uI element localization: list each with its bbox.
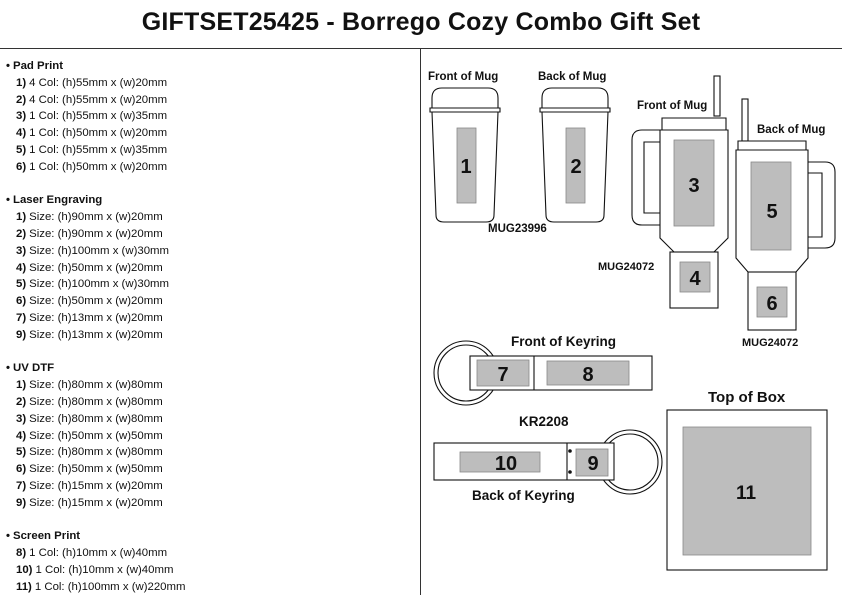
spec-line: 3) 1 Col: (h)55mm x (w)35mm (16, 110, 168, 123)
keyring-code: KR2208 (519, 414, 569, 429)
spec-line: 3) Size: (h)100mm x (w)30mm (16, 244, 170, 257)
spec-line: 2) 4 Col: (h)55mm x (w)20mm (16, 93, 168, 106)
area-number: 5 (766, 201, 778, 223)
section-heading: Pad Print (13, 60, 64, 72)
spec-line: 10) 1 Col: (h)10mm x (w)40mm (16, 563, 174, 576)
spec-line: 7) Size: (h)15mm x (w)20mm (16, 479, 163, 492)
bullet-icon: • (6, 530, 10, 543)
spec-line: 4) Size: (h)50mm x (w)20mm (16, 261, 163, 274)
spec-line: 5) 1 Col: (h)55mm x (w)35mm (16, 143, 168, 156)
spec-line: 8) 1 Col: (h)10mm x (w)40mm (16, 547, 168, 560)
area-number: 2 (570, 156, 582, 178)
spec-line: 11) 1 Col: (h)100mm x (w)220mm (16, 580, 186, 593)
spec-line: 2) Size: (h)80mm x (w)80mm (16, 395, 163, 408)
area-number: 3 (688, 175, 700, 197)
mug2-code-a: MUG24072 (598, 261, 655, 273)
label-back-of-mug: Back of Mug (538, 71, 607, 83)
small-mug-front (430, 88, 500, 222)
area-number: 7 (497, 364, 509, 386)
section-heading: Screen Print (13, 530, 81, 543)
spec-line: 5) Size: (h)80mm x (w)80mm (16, 446, 163, 459)
label-back-of-mug-2: Back of Mug (757, 124, 826, 136)
bullet-icon: • (6, 362, 10, 375)
spec-line: 6) Size: (h)50mm x (w)20mm (16, 295, 163, 308)
keyring-back (434, 430, 662, 494)
bullet-icon: • (6, 194, 10, 207)
bullet-icon: • (6, 60, 10, 72)
small-mug-back (540, 88, 610, 222)
spec-line: 6) Size: (h)50mm x (w)50mm (16, 463, 163, 476)
spec-line: 6) 1 Col: (h)50mm x (w)20mm (16, 160, 168, 173)
label-top-of-box: Top of Box (708, 389, 786, 406)
spec-line: 1) Size: (h)80mm x (w)80mm (16, 379, 163, 392)
area-number: 8 (582, 364, 594, 386)
spec-line: 7) Size: (h)13mm x (w)20mm (16, 311, 163, 324)
page-title: GIFTSET25425 - Borrego Cozy Combo Gift Set (141, 8, 701, 36)
spec-line: 3) Size: (h)80mm x (w)80mm (16, 412, 163, 425)
spec-line: 5) Size: (h)100mm x (w)30mm (16, 278, 170, 291)
label-front-of-keyring: Front of Keyring (511, 334, 616, 349)
section-heading: Laser Engraving (13, 194, 103, 207)
label-front-of-mug-2: Front of Mug (637, 100, 708, 112)
mug2-code-b: MUG24072 (742, 337, 799, 349)
section-heading: UV DTF (13, 362, 55, 375)
spec-line: 4) 1 Col: (h)50mm x (w)20mm (16, 127, 168, 140)
keyring-front (434, 341, 652, 405)
spec-line: 1) Size: (h)90mm x (w)20mm (16, 211, 163, 224)
area-number: 4 (689, 268, 701, 290)
spec-line: 1) 4 Col: (h)55mm x (w)20mm (16, 76, 168, 89)
area-number: 1 (460, 156, 472, 178)
box-top (667, 410, 827, 570)
spec-line: 9) Size: (h)15mm x (w)20mm (16, 496, 163, 509)
spec-line: 2) Size: (h)90mm x (w)20mm (16, 227, 163, 240)
area-number: 10 (494, 453, 518, 475)
label-back-of-keyring: Back of Keyring (472, 488, 575, 503)
area-number: 6 (766, 293, 778, 315)
mug1-code: MUG23996 (488, 223, 547, 235)
label-front-of-mug: Front of Mug (428, 71, 499, 83)
area-number: 9 (587, 453, 599, 475)
spec-line: 9) Size: (h)13mm x (w)20mm (16, 328, 163, 341)
area-number: 11 (735, 483, 757, 504)
spec-line: 4) Size: (h)50mm x (w)50mm (16, 429, 163, 442)
